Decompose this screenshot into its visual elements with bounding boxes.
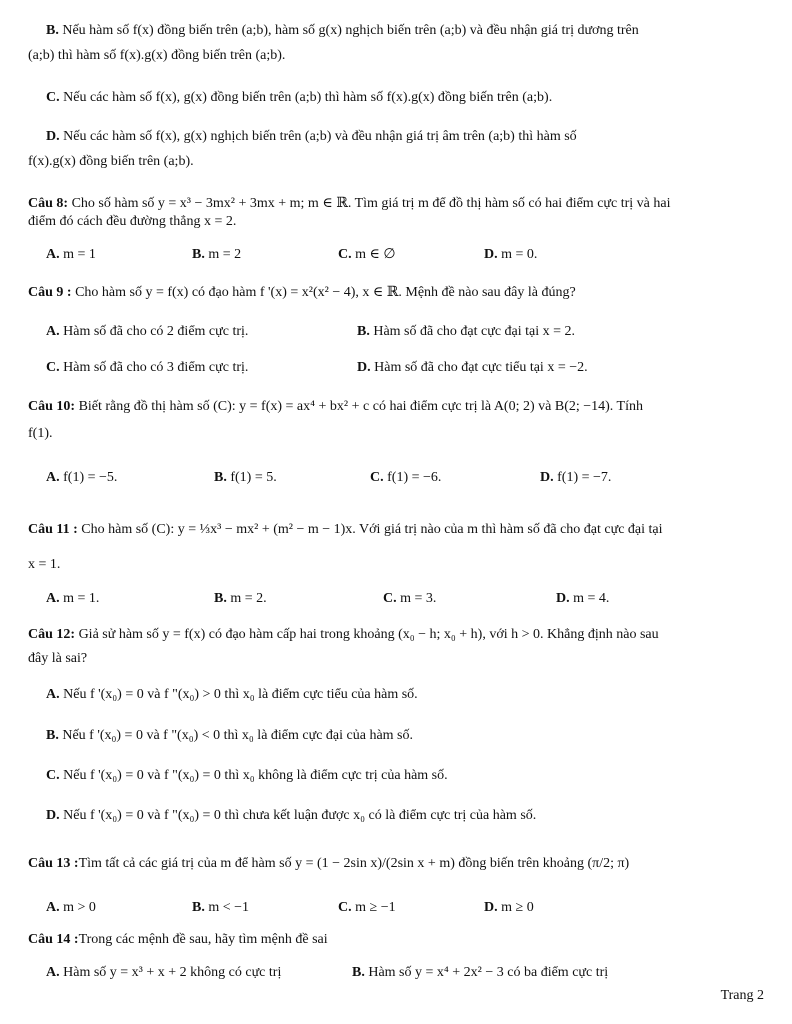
question-8-option-c: C. m ∈ ∅ [338,247,396,262]
question-9-option-d: D. Hàm số đã cho đạt cực tiểu tại x = −2. [357,360,588,375]
question-12-option-d: D. Nếu f '(x₀) = 0 và f "(x₀) = 0 thì chưa kết luận được x₀ có là điểm cực trị của hàm số. [46,808,537,823]
question-9-option-b: B. Hàm số đã cho đạt cực đại tại x = 2. [357,324,576,339]
question-10-option-d: D. f(1) = −7. [540,470,612,485]
question-14-option-b: B. Hàm số y = x⁴ + 2x² − 3 có ba điểm cực trị [352,965,609,980]
question-13-option-b: B. m < −1 [192,900,250,915]
option-b-line-2: (a;b) thì hàm số f(x).g(x) đồng biến trên (a;b). [28,48,286,63]
question-14-option-a: A. Hàm số y = x³ + x + 2 không có cực trị [46,965,282,980]
question-12-option-c: C. Nếu f '(x₀) = 0 và f "(x₀) = 0 thì x₀ không là điểm cực trị của hàm số. [46,768,448,783]
question-8-option-a: A. m = 1 [46,247,96,262]
question-10-option-a: A. f(1) = −5. [46,470,118,485]
question-10-option-c: C. f(1) = −6. [370,470,442,485]
question-11-option-c: C. m = 3. [383,591,437,606]
question-10-line-1: Câu 10: Biết rằng đồ thị hàm số (C): y = f(x) = ax⁴ + bx² + c có hai điểm cực trị là A(0; 2) và B(2; −14). Tính [28,399,643,414]
question-11-line-1: Câu 11 : Cho hàm số (C): y = ⅓x³ − mx² + (m² − m − 1)x. Với giá trị nào của m thì hàm số đã cho đạt cực đại tại [28,522,663,537]
question-14-line: Câu 14 :Trong các mệnh đề sau, hãy tìm mệnh đề sai [28,932,328,947]
option-c-line: C. Nếu các hàm số f(x), g(x) đồng biến trên (a;b) thì hàm số f(x).g(x) đồng biến trên (a;b). [46,90,553,105]
question-9-option-c: C. Hàm số đã cho có 3 điểm cực trị. [46,360,249,375]
question-8-line-1: Câu 8: Cho số hàm số y = x³ − 3mx² + 3mx + m; m ∈ ℝ. Tìm giá trị m để đồ thị hàm số có hai điểm cực trị và hai [28,196,671,211]
question-13-option-d: D. m ≥ 0 [484,900,534,915]
question-11-option-d: D. m = 4. [556,591,610,606]
option-d-line-1: D. Nếu các hàm số f(x), g(x) nghịch biến trên (a;b) và đều nhận giá trị âm trên (a;b) thì hàm số [46,129,577,144]
question-10-line-2: f(1). [28,426,53,441]
question-12-line-2: đây là sai? [28,651,88,666]
question-11-option-a: A. m = 1. [46,591,100,606]
question-11-option-b: B. m = 2. [214,591,267,606]
question-8-option-d: D. m = 0. [484,247,538,262]
question-11-line-2: x = 1. [28,557,61,572]
option-b-line-1: B. Nếu hàm số f(x) đồng biến trên (a;b), hàm số g(x) nghịch biến trên (a;b) và đều nhận giá trị dương trên [46,23,639,38]
question-13-line: Câu 13 :Tìm tất cả các giá trị của m để hàm số y = (1 − 2sin x)/(2sin x + m) đồng biến trên khoảng (π/2; π) [28,856,630,871]
question-9-option-a: A. Hàm số đã cho có 2 điểm cực trị. [46,324,249,339]
question-8-line-2: điểm đó cách đều đường thẳng x = 2. [28,214,237,229]
option-d-line-2: f(x).g(x) đồng biến trên (a;b). [28,154,194,169]
question-9-line: Câu 9 : Cho hàm số y = f(x) có đạo hàm f '(x) = x²(x² − 4), x ∈ ℝ. Mệnh đề nào sau đây là đúng? [28,285,576,300]
question-13-option-a: A. m > 0 [46,900,96,915]
question-10-option-b: B. f(1) = 5. [214,470,277,485]
page-number-footer: Trang 2 [720,988,764,1003]
question-13-option-c: C. m ≥ −1 [338,900,396,915]
question-12-line-1: Câu 12: Giả sử hàm số y = f(x) có đạo hàm cấp hai trong khoảng (x₀ − h; x₀ + h), với h > 0. Khẳng định nào sau [28,627,659,642]
question-8-option-b: B. m = 2 [192,247,242,262]
question-12-option-b: B. Nếu f '(x₀) = 0 và f "(x₀) < 0 thì x₀ là điểm cực đại của hàm số. [46,728,413,743]
question-12-option-a: A. Nếu f '(x₀) = 0 và f "(x₀) > 0 thì x₀ là điểm cực tiểu của hàm số. [46,687,418,702]
